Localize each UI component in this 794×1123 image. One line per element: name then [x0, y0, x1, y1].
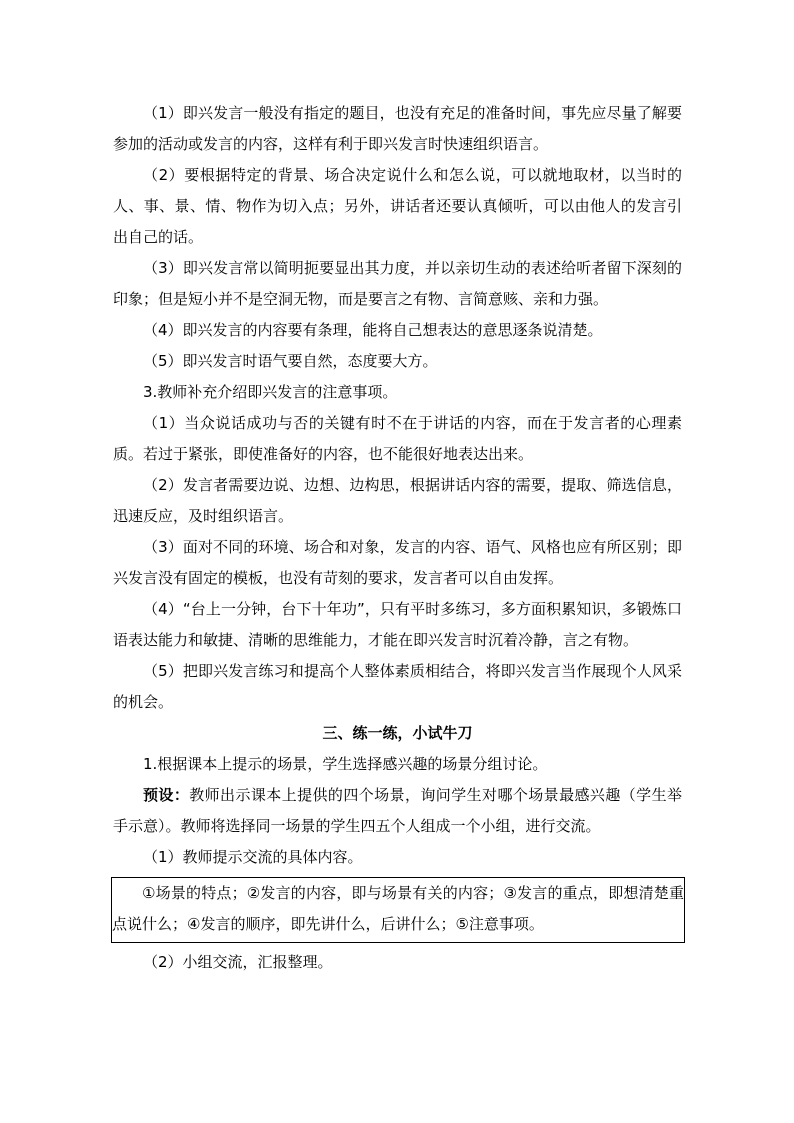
paragraph-4: （4）即兴发言的内容要有条理，能将自己想表达的意思逐条说清楚。	[143, 321, 603, 339]
item-1: 1.根据课本上提示的场景，学生选择感兴趣的场景分组讨论。	[143, 755, 548, 773]
paragraph-8: （2）发言者需要边说、边想、边构思，根据讲话内容的需要，提取、筛选信息，迅速反应，及时组织语言。	[113, 476, 682, 525]
document-page	[113, 98, 682, 978]
section-heading: 三、练一练，小试牛刀	[322, 724, 473, 742]
preset-paragraph	[113, 780, 682, 842]
step-1: （1）教师提示交流的具体内容。	[143, 848, 363, 866]
preset-label: 预设：	[143, 786, 190, 804]
paragraph-5: （5）即兴发言时语气要自然，态度要大方。	[143, 352, 438, 370]
paragraph-6: 3.教师补充介绍即兴发言的注意事项。	[143, 383, 398, 401]
paragraph-3: （3）即兴发言常以简明扼要显出其力度，并以亲切生动的表述给听者留下深刻的印象；但是短小并不是空洞无物，而是要言之有物、言简意赅、亲和力强。	[113, 259, 682, 308]
paragraph-7: （1）当众说话成功与否的关键有时不在于讲话的内容，而在于发言者的心理素质。若过于紧张，即使准备好的内容，也不能很好地表达出来。	[113, 414, 682, 463]
paragraph-11: （5）把即兴发言练习和提高个人整体素质相结合，将即兴发言当作展现个人风采的机会。	[113, 662, 682, 711]
step-2: （2）小组交流，汇报整理。	[143, 953, 333, 971]
paragraph-1: （1）即兴发言一般没有指定的题目，也没有充足的准备时间，事先应尽量了解要参加的活动或发言的内容，这样有利于即兴发言时快速组织语言。	[113, 104, 682, 153]
paragraph-2: （2）要根据特定的背景、场合决定说什么和怎么说，可以就地取材，以当时的人、事、景、情、物作为切入点；另外，讲话者还要认真倾听，可以由他人的发言引出自己的话。	[113, 166, 682, 246]
paragraph-10: （4）“台上一分钟，台下十年功”，只有平时多练习，多方面积累知识，多锻炼口语表达能力和敏捷、清晰的思维能力，才能在即兴发言时沉着冷静，言之有物。	[113, 600, 682, 649]
paragraph-9: （3）面对不同的环境、场合和对象，发言的内容、语气、风格也应有所区别；即兴发言没有固定的模板，也没有苛刻的要求，发言者可以自由发挥。	[113, 538, 682, 587]
box-text: ①场景的特点；②发言的内容，即与场景有关的内容；③发言的重点，即想清楚重点说什么；④发言的顺序，即先讲什么，后讲什么；⑤注意事项。	[112, 884, 684, 933]
content-box	[111, 877, 685, 943]
preset-text: 教师出示课本上提供的四个场景，询问学生对哪个场景最感兴趣（学生举手示意）。教师将选择同一场景的学生四五个人组成一个小组，进行交流。	[113, 786, 682, 835]
